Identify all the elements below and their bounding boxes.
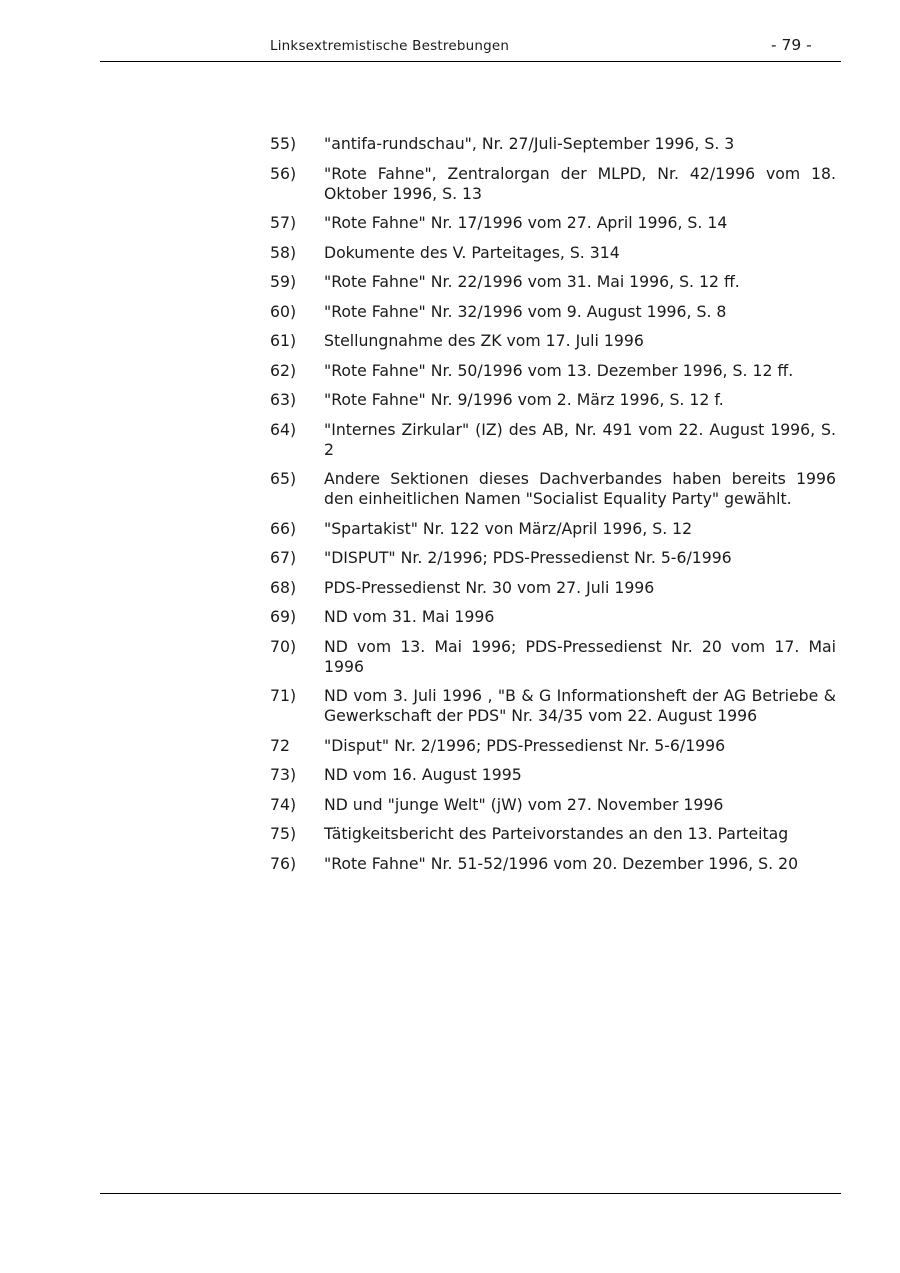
endnote-number: 58) (270, 242, 297, 262)
endnote-number: 57) (270, 213, 297, 232)
endnote (270, 134, 836, 154)
endnote-number: 67) (270, 548, 297, 567)
endnote-number: 69) (270, 607, 297, 626)
endnote (270, 361, 836, 381)
endnote (270, 164, 836, 204)
endnote-text: ND vom 31. Mai 1996 (324, 607, 495, 626)
endnote-text: "Rote Fahne" Nr. 50/1996 vom 13. Dezember 1996, S. 12 ff. (324, 360, 794, 380)
endnote-number: 68) (270, 577, 297, 597)
endnote-text: Dokumente des V. Parteitages, S. 314 (324, 242, 620, 262)
endnote-text: "Rote Fahne" Nr. 32/1996 vom 9. August 1996, S. 8 (324, 301, 727, 321)
endnote (270, 213, 836, 233)
endnote (270, 272, 836, 292)
endnote-number: 63) (270, 390, 297, 409)
endnote-text: ND vom 13. Mai 1996; PDS-Pressedienst Nr. 20 vom 17. Mai 1996 (324, 636, 836, 676)
endnote-text: "Rote Fahne" Nr. 17/1996 vom 27. April 1996, S. 14 (324, 213, 728, 232)
endnote (270, 578, 836, 598)
endnote-text: "Disput" Nr. 2/1996; PDS-Pressedienst Nr. 5-6/1996 (324, 735, 726, 755)
endnote-text: ND vom 3. Juli 1996 , "B & G Informationsheft der AG Betriebe & Gewerkschaft der PDS" Nr. 34/35 vom 22. August 1996 (324, 686, 836, 725)
endnote-number: 64) (270, 419, 297, 439)
endnote-text: "Spartakist" Nr. 122 von März/April 1996, S. 12 (324, 518, 693, 538)
endnote-text: ND und "junge Welt" (jW) vom 27. November 1996 (324, 794, 724, 814)
page-header (0, 0, 900, 62)
endnote (270, 686, 836, 726)
endnote-number: 70) (270, 636, 297, 656)
endnote (270, 548, 836, 568)
endnote (270, 736, 836, 756)
endnote-text: ND vom 16. August 1995 (324, 765, 522, 784)
running-title: Linksextremistische Bestrebungen (270, 38, 510, 54)
header-rule (100, 61, 841, 62)
endnote-text: PDS-Pressedienst Nr. 30 vom 27. Juli 1996 (324, 577, 655, 597)
endnote (270, 607, 836, 627)
endnote-number: 55) (270, 134, 297, 153)
endnote (270, 302, 836, 322)
endnote-text: "Rote Fahne", Zentralorgan der MLPD, Nr. 42/1996 vom 18. Oktober 1996, S. 13 (324, 163, 836, 203)
endnote (270, 469, 836, 509)
endnote-number: 60) (270, 301, 297, 321)
endnote (270, 854, 836, 874)
endnote-text: "Internes Zirkular" (IZ) des AB, Nr. 491 vom 22. August 1996, S. 2 (324, 419, 836, 459)
endnote-number: 59) (270, 272, 297, 291)
endnote-number: 73) (270, 765, 297, 784)
endnote-number: 56) (270, 163, 297, 183)
endnote-number: 74) (270, 794, 297, 814)
endnotes-list (270, 134, 836, 883)
endnote-text: Andere Sektionen dieses Dachverbandes haben bereits 1996 den einheitlichen Namen "Socialist Equality Party" gewählt. (324, 469, 836, 508)
endnote (270, 765, 836, 785)
endnote-text: "Rote Fahne" Nr. 9/1996 vom 2. März 1996, S. 12 f. (324, 390, 724, 409)
endnote-number: 71) (270, 686, 297, 705)
endnote-number: 61) (270, 331, 297, 350)
endnote-number: 72 (270, 735, 290, 755)
endnote-text: "antifa-rundschau", Nr. 27/Juli-September 1996, S. 3 (324, 134, 735, 153)
footer-rule (100, 1193, 841, 1194)
endnote-number: 76) (270, 853, 297, 873)
page-number: - 79 - (771, 36, 812, 54)
endnote-text: Stellungnahme des ZK vom 17. Juli 1996 (324, 331, 644, 350)
endnote-text: "Rote Fahne" Nr. 22/1996 vom 31. Mai 1996, S. 12 ff. (324, 272, 740, 291)
endnote (270, 243, 836, 263)
endnote-number: 65) (270, 469, 297, 488)
endnote (270, 331, 836, 351)
endnote-number: 62) (270, 360, 297, 380)
endnote (270, 824, 836, 844)
endnote-number: 75) (270, 824, 297, 843)
endnote-text: "DISPUT" Nr. 2/1996; PDS-Pressedienst Nr. 5-6/1996 (324, 548, 732, 567)
endnote-number: 66) (270, 518, 297, 538)
endnote-text: "Rote Fahne" Nr. 51-52/1996 vom 20. Dezember 1996, S. 20 (324, 853, 799, 873)
endnote (270, 637, 836, 677)
endnote (270, 390, 836, 410)
endnote (270, 420, 836, 460)
endnote-text: Tätigkeitsbericht des Parteivorstandes an den 13. Parteitag (324, 824, 789, 843)
endnote (270, 519, 836, 539)
endnote (270, 795, 836, 815)
